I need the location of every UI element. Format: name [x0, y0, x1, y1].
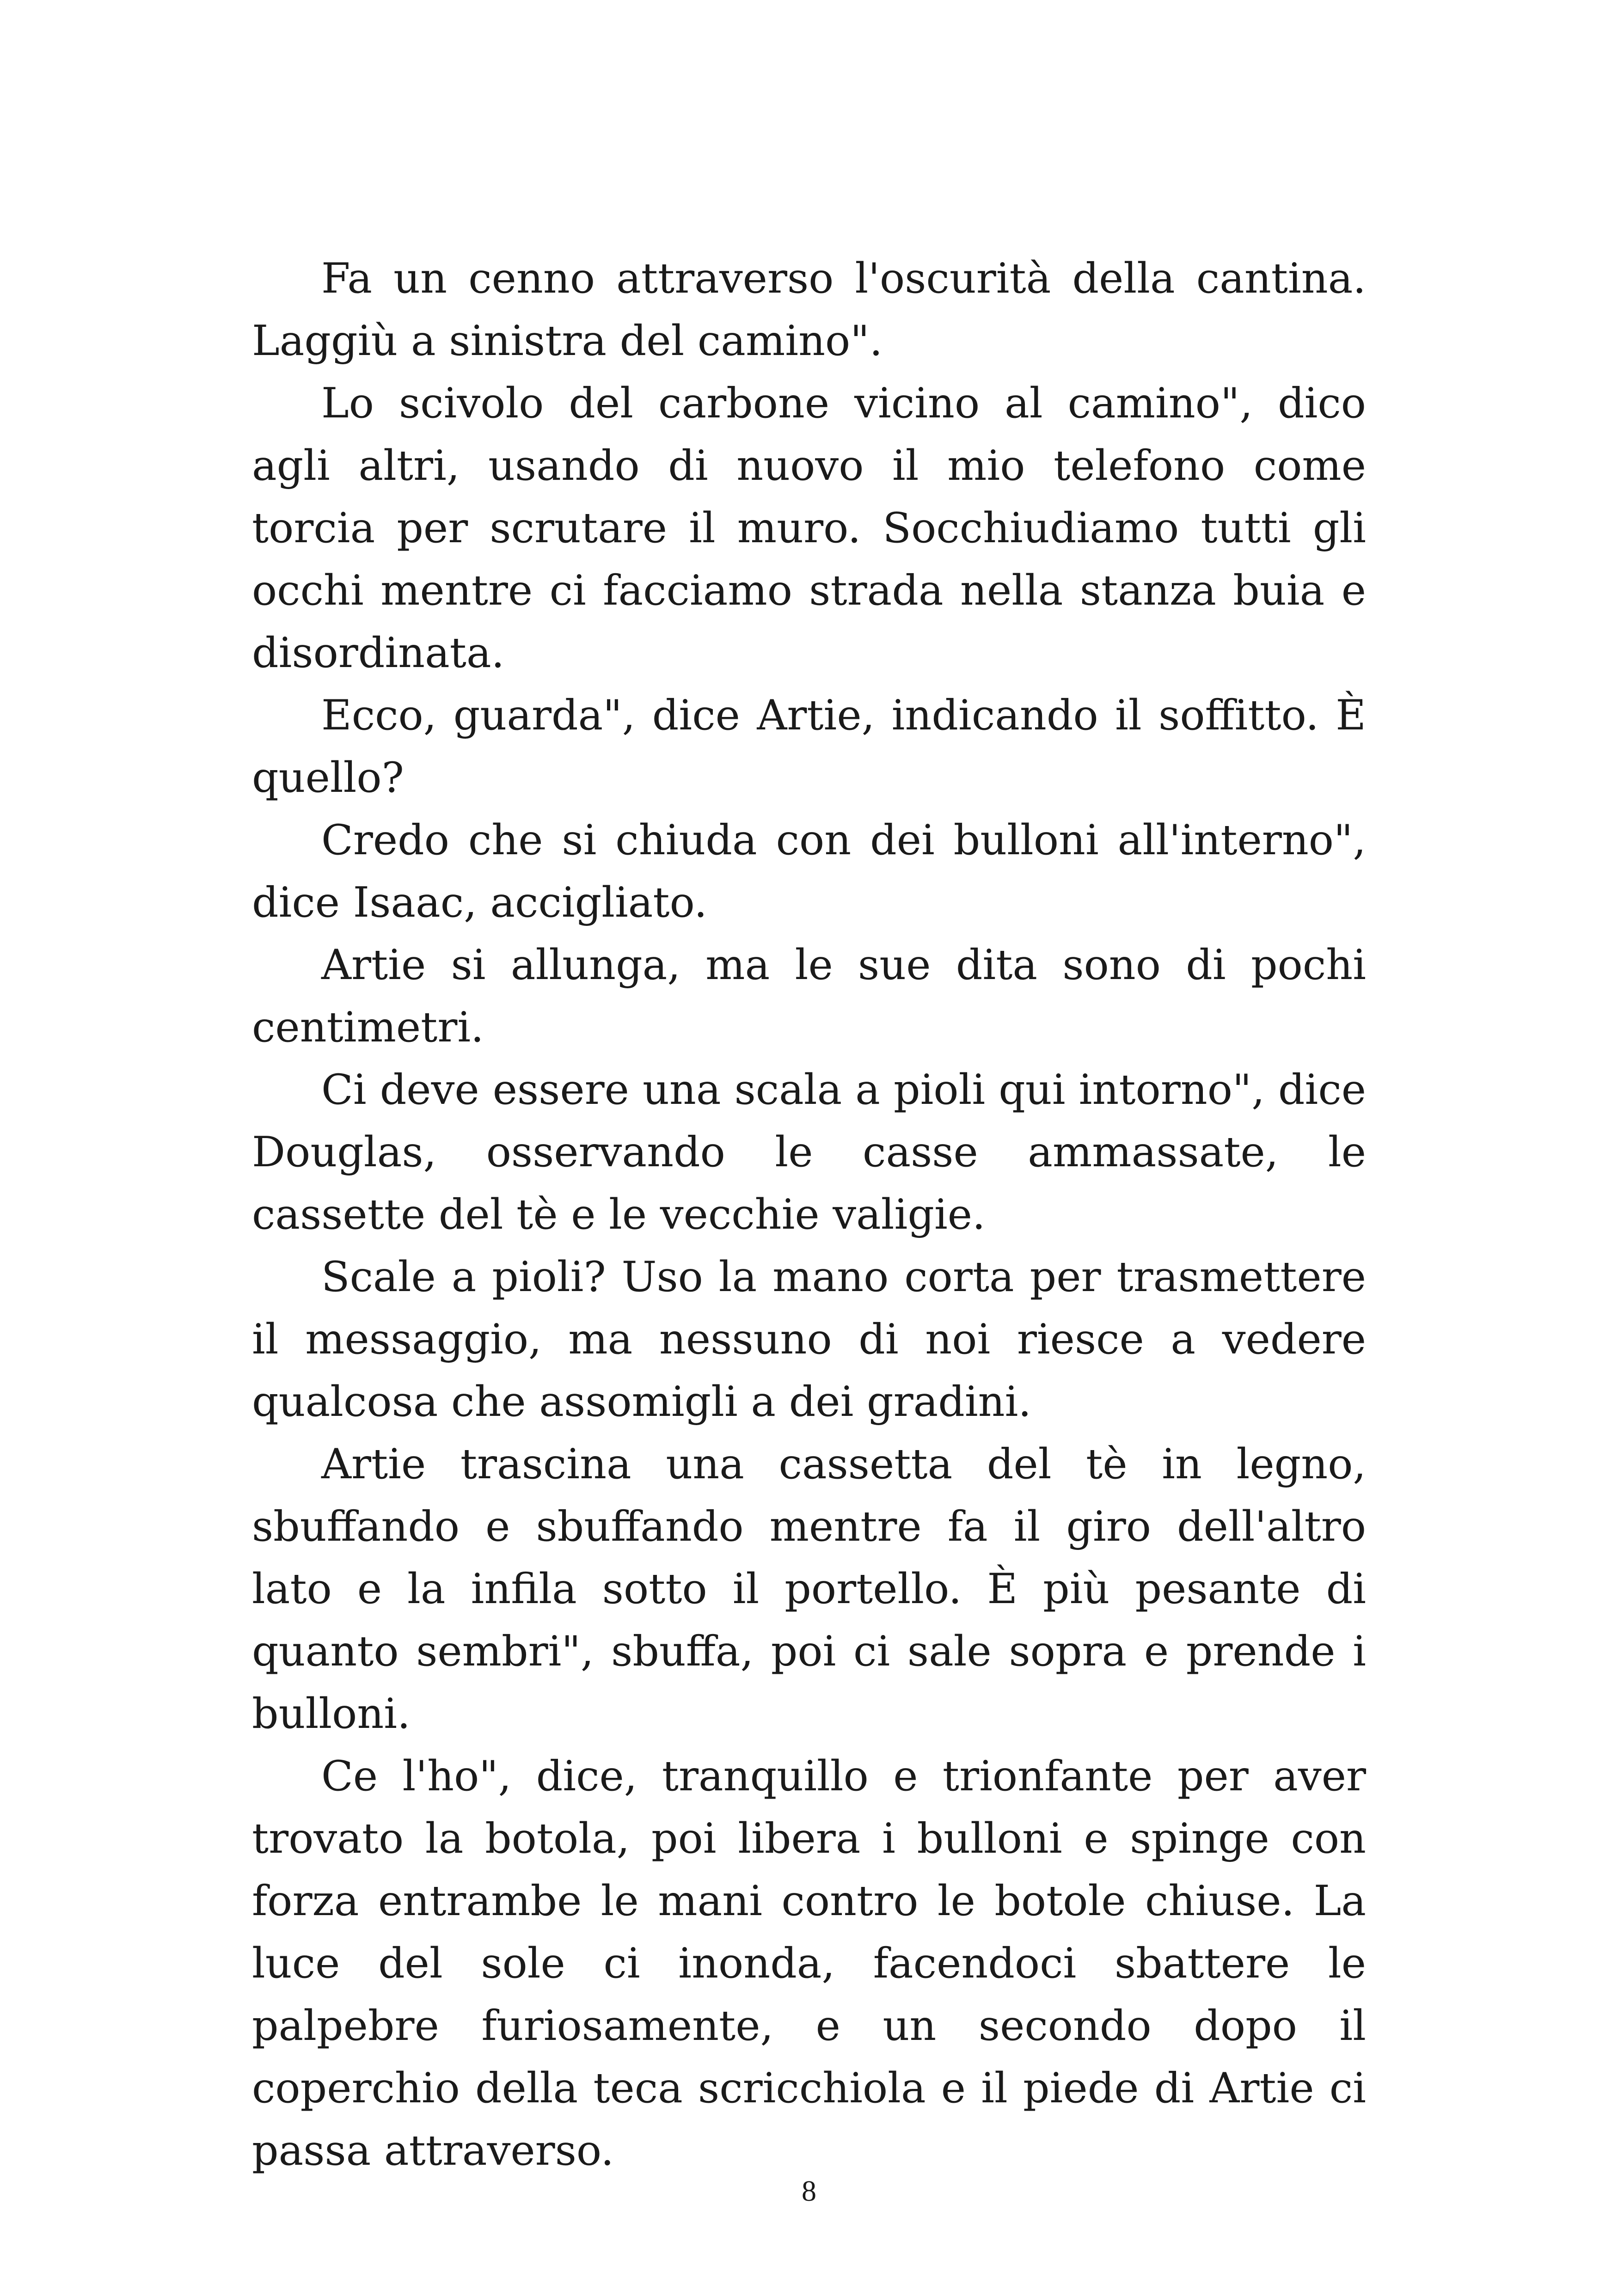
- page-text-body: [252, 247, 1366, 2182]
- paragraph: Ce l'ho", dice, tranquillo e trionfante per aver trovato la botola, poi libera i bulloni e spinge con forza entrambe le mani contro le botole chiuse. La luce del sole ci inonda, facendoci sbattere le palpebre furiosamente, e un secondo dopo il coperchio della teca scricchiola e il piede di Artie ci passa attraverso.: [252, 1752, 1366, 2175]
- page-number: 8: [802, 2174, 816, 2207]
- paragraph: Scale a pioli? Uso la mano corta per trasmettere il messaggio, ma nessuno di noi riesce a vedere qualcosa che assomigli a dei gradini.: [252, 1253, 1366, 1426]
- paragraph: Lo scivolo del carbone vicino al camino", dico agli altri, usando di nuovo il mio telefono come torcia per scrutare il muro. Socchiudiamo tutti gli occhi mentre ci facciamo strada nella stanza buia e disordinata.: [252, 379, 1366, 677]
- paragraph: Ecco, guarda", dice Artie, indicando il soffitto. È quello?: [252, 691, 1366, 802]
- paragraph: Credo che si chiuda con dei bulloni all'interno", dice Isaac, accigliato.: [252, 816, 1366, 927]
- paragraph: Artie si allunga, ma le sue dita sono di pochi centimetri.: [252, 941, 1366, 1052]
- paragraph: Fa un cenno attraverso l'oscurità della cantina. Laggiù a sinistra del camino".: [252, 254, 1366, 365]
- paragraph: Ci deve essere una scala a pioli qui intorno", dice Douglas, osservando le casse ammassate, le cassette del tè e le vecchie valigie.: [252, 1065, 1366, 1239]
- paragraph: Artie trascina una cassetta del tè in legno, sbuffando e sbuffando mentre fa il giro dell'altro lato e la infila sotto il portello. È più pesante di quanto sembri", sbuffa, poi ci sale sopra e prende i bulloni.: [252, 1440, 1366, 1738]
